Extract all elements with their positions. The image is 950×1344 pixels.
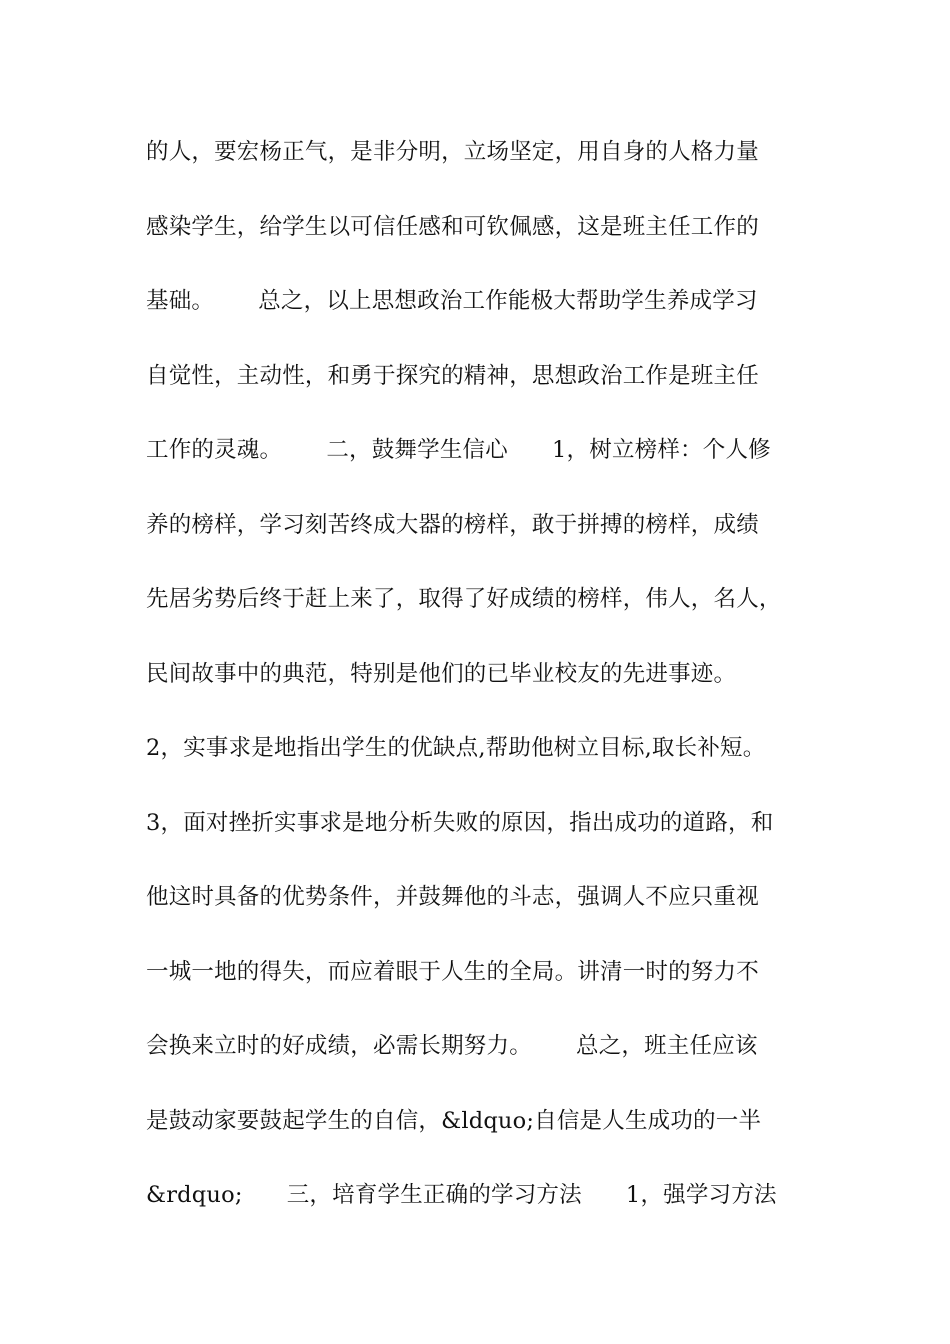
- text-line: 自觉性，主动性，和勇于探究的精神，思想政治工作是班主任: [146, 362, 759, 389]
- text-line: &rdquo; 三，培育学生正确的学习方法 1，强学习方法: [146, 1182, 777, 1208]
- text-line: 的人，要宏杨正气，是非分明，立场坚定，用自身的人格力量: [146, 139, 759, 165]
- text-line: 2，实事求是地指出学生的优缺点,帮助他树立目标,取长补短。: [146, 735, 766, 761]
- text-line: 他这时具备的优势条件，并鼓舞他的斗志，强调人不应只重视: [146, 884, 759, 910]
- text-line: 一城一地的得失，而应着眼于人生的全局。讲清一时的努力不: [146, 958, 759, 985]
- text-line: 民间故事中的典范，特别是他们的已毕业校友的先进事迹。: [146, 660, 737, 687]
- text-line: 感染学生，给学生以可信任感和可钦佩感，这是班主任工作的: [146, 213, 759, 240]
- text-line: 工作的灵魂。 二，鼓舞学生信心 1，树立榜样：个人修: [146, 437, 771, 463]
- text-line: 基础。 总之，以上思想政治工作能极大帮助学生养成学习: [146, 288, 758, 314]
- text-line: 会换来立时的好成绩，必需长期努力。 总之，班主任应该: [146, 1033, 758, 1059]
- text-line: 先居劣势后终于赶上来了，取得了好成绩的榜样，伟人，名人，: [146, 586, 782, 612]
- text-line: 3，面对挫折实事求是地分析失败的原因，指出成功的道路，和: [146, 809, 774, 836]
- text-line: 是鼓动家要鼓起学生的自信，&ldquo;自信是人生成功的一半: [146, 1107, 762, 1134]
- body-text: [146, 130, 846, 1248]
- text-line: 养的榜样，学习刻苦终成大器的榜样，敢于拼搏的榜样，成绩: [146, 511, 759, 538]
